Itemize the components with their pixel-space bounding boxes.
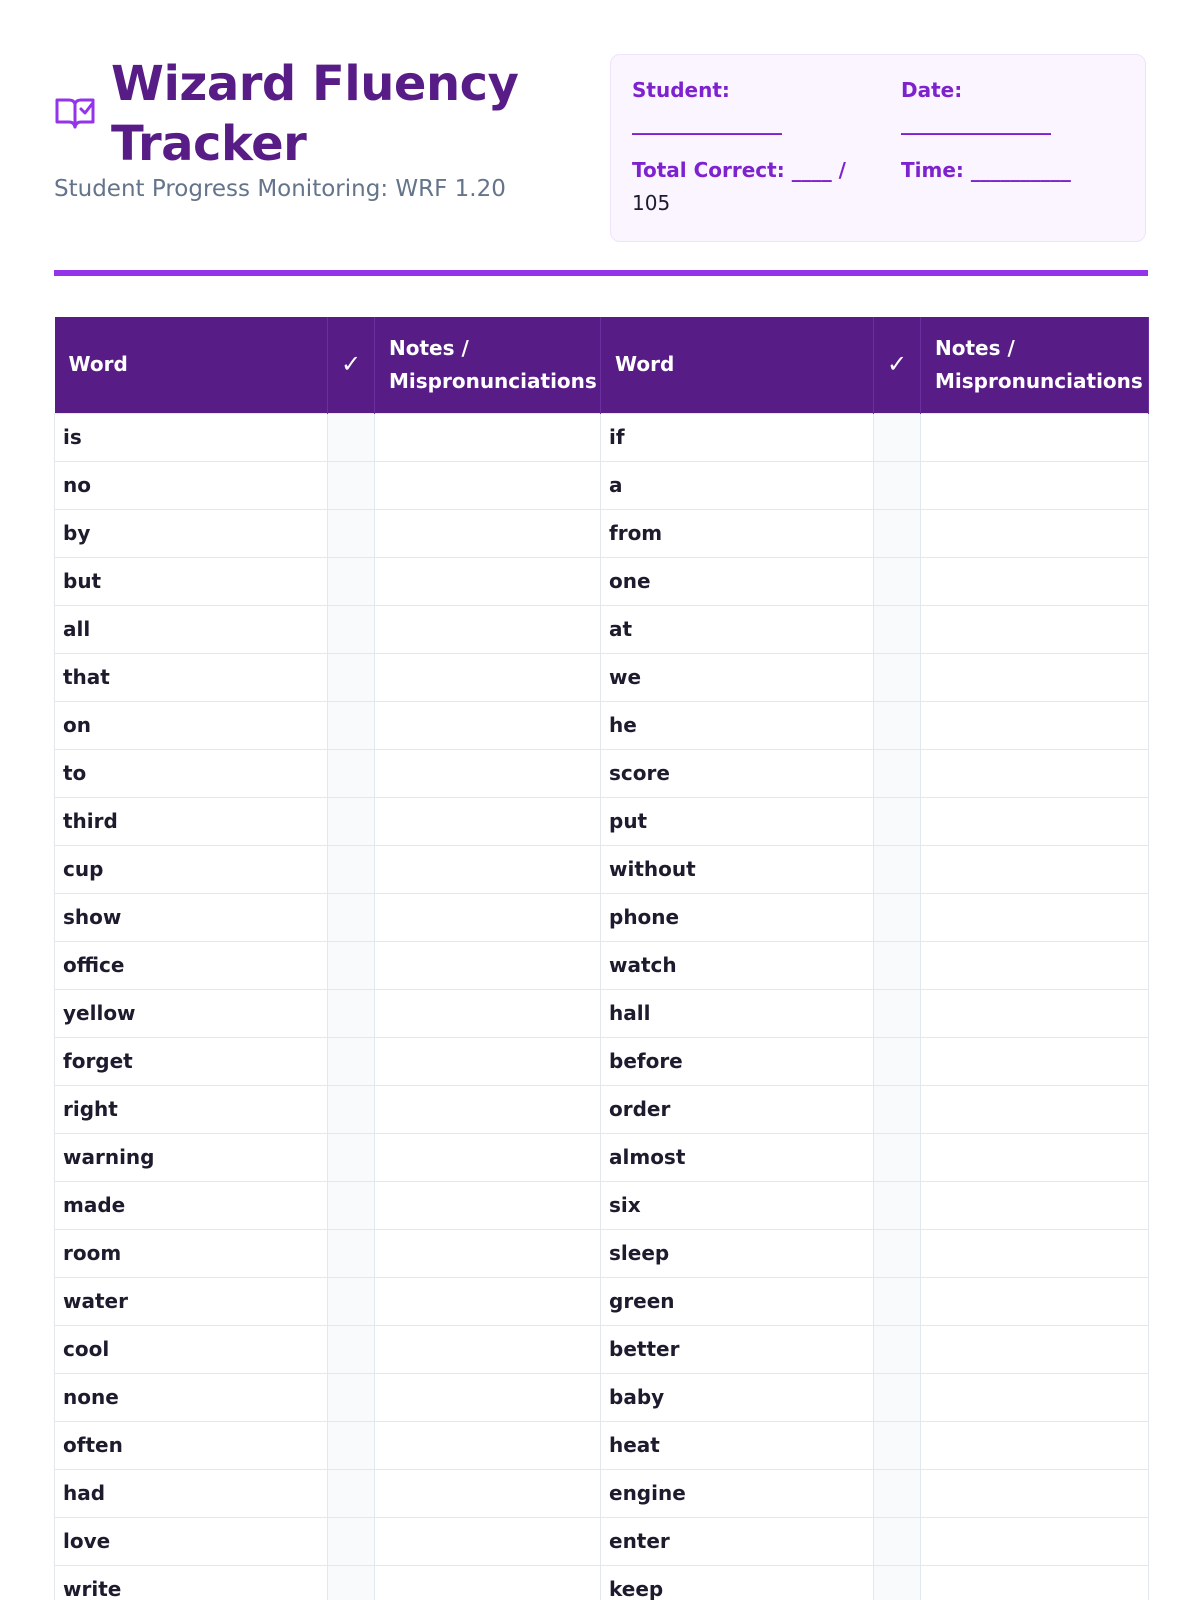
- word-cell: love: [55, 1517, 328, 1565]
- word-cell: on: [55, 701, 328, 749]
- word-cell: we: [601, 653, 874, 701]
- notes-cell[interactable]: [375, 557, 601, 605]
- table-row: [55, 893, 1149, 941]
- column-header-notes: Notes / Mispronunciations: [375, 317, 601, 413]
- check-cell[interactable]: [874, 557, 921, 605]
- check-cell[interactable]: [874, 797, 921, 845]
- word-cell: green: [601, 1277, 874, 1325]
- word-cell: six: [601, 1181, 874, 1229]
- check-cell[interactable]: [328, 461, 375, 509]
- word-cell: but: [55, 557, 328, 605]
- table-row: [55, 1325, 1149, 1373]
- word-cell: all: [55, 605, 328, 653]
- notes-cell[interactable]: [375, 1325, 601, 1373]
- notes-cell[interactable]: [375, 1181, 601, 1229]
- table-row: [55, 749, 1149, 797]
- word-table-container: [54, 317, 1148, 1600]
- check-cell[interactable]: [328, 1469, 375, 1517]
- table-row: [55, 797, 1149, 845]
- word-cell: engine: [601, 1469, 874, 1517]
- notes-cell[interactable]: [921, 1133, 1149, 1181]
- word-cell: put: [601, 797, 874, 845]
- word-cell: yellow: [55, 989, 328, 1037]
- word-cell: forget: [55, 1037, 328, 1085]
- check-cell[interactable]: [874, 1565, 921, 1600]
- page-title: Wizard Fluency Tracker: [111, 56, 519, 172]
- word-cell: a: [601, 461, 874, 509]
- column-header-notes: Notes / Mispronunciations: [921, 317, 1149, 413]
- word-cell: sleep: [601, 1229, 874, 1277]
- word-cell: from: [601, 509, 874, 557]
- notes-cell[interactable]: [921, 1469, 1149, 1517]
- notes-cell[interactable]: [921, 1277, 1149, 1325]
- check-cell[interactable]: [874, 1469, 921, 1517]
- check-cell[interactable]: [328, 1133, 375, 1181]
- word-cell: enter: [601, 1517, 874, 1565]
- notes-cell[interactable]: [921, 845, 1149, 893]
- student-label: Student:: [632, 78, 730, 102]
- check-cell[interactable]: [874, 1229, 921, 1277]
- notes-cell[interactable]: [375, 1421, 601, 1469]
- check-cell[interactable]: [328, 701, 375, 749]
- word-cell: before: [601, 1037, 874, 1085]
- notes-cell[interactable]: [375, 941, 601, 989]
- notes-cell[interactable]: [375, 701, 601, 749]
- notes-cell[interactable]: [375, 845, 601, 893]
- column-header-word: Word: [55, 317, 328, 413]
- word-cell: water: [55, 1277, 328, 1325]
- word-cell: cup: [55, 845, 328, 893]
- check-cell[interactable]: [874, 941, 921, 989]
- word-table: [54, 317, 1149, 1600]
- word-cell: that: [55, 653, 328, 701]
- table-row: [55, 1181, 1149, 1229]
- notes-cell[interactable]: [921, 1229, 1149, 1277]
- table-row: [55, 701, 1149, 749]
- date-blank: _______________: [901, 111, 1051, 135]
- notes-cell[interactable]: [921, 1325, 1149, 1373]
- word-cell: if: [601, 413, 874, 461]
- table-row: [55, 557, 1149, 605]
- student-info-card: [610, 54, 1146, 242]
- check-cell[interactable]: [874, 989, 921, 1037]
- word-cell: by: [55, 509, 328, 557]
- notes-cell[interactable]: [921, 1373, 1149, 1421]
- notes-cell[interactable]: [375, 989, 601, 1037]
- notes-cell[interactable]: [921, 461, 1149, 509]
- notes-cell[interactable]: [921, 1085, 1149, 1133]
- notes-cell[interactable]: [921, 941, 1149, 989]
- notes-cell[interactable]: [375, 1373, 601, 1421]
- check-cell[interactable]: [874, 653, 921, 701]
- total-correct-field[interactable]: [632, 154, 872, 220]
- check-cell[interactable]: [874, 1373, 921, 1421]
- check-cell[interactable]: [328, 557, 375, 605]
- check-cell[interactable]: [328, 1181, 375, 1229]
- check-cell[interactable]: [328, 941, 375, 989]
- notes-cell[interactable]: [375, 1565, 601, 1600]
- check-cell[interactable]: [328, 1229, 375, 1277]
- word-cell: watch: [601, 941, 874, 989]
- time-label: Time: __________: [901, 158, 1071, 182]
- student-field[interactable]: [632, 74, 862, 140]
- word-cell: made: [55, 1181, 328, 1229]
- check-cell[interactable]: [328, 989, 375, 1037]
- notes-cell[interactable]: [375, 1085, 601, 1133]
- check-cell[interactable]: [328, 845, 375, 893]
- notes-cell[interactable]: [921, 509, 1149, 557]
- word-cell: without: [601, 845, 874, 893]
- table-row: [55, 989, 1149, 1037]
- word-cell: to: [55, 749, 328, 797]
- notes-cell[interactable]: [921, 1037, 1149, 1085]
- word-cell: had: [55, 1469, 328, 1517]
- word-cell: show: [55, 893, 328, 941]
- table-row: [55, 1421, 1149, 1469]
- notes-cell[interactable]: [921, 557, 1149, 605]
- notes-cell[interactable]: [375, 797, 601, 845]
- check-cell[interactable]: [874, 1277, 921, 1325]
- check-cell[interactable]: [874, 413, 921, 461]
- table-row: [55, 605, 1149, 653]
- check-cell[interactable]: [874, 1037, 921, 1085]
- notes-cell[interactable]: [921, 413, 1149, 461]
- word-cell: almost: [601, 1133, 874, 1181]
- notes-cell[interactable]: [375, 893, 601, 941]
- notes-cell[interactable]: [375, 413, 601, 461]
- check-cell[interactable]: [874, 1517, 921, 1565]
- word-cell: keep: [601, 1565, 874, 1600]
- table-row: [55, 1373, 1149, 1421]
- word-cell: warning: [55, 1133, 328, 1181]
- column-header-check: ✓: [328, 317, 375, 413]
- word-cell: heat: [601, 1421, 874, 1469]
- check-cell[interactable]: [328, 1421, 375, 1469]
- table-row: [55, 1085, 1149, 1133]
- total-correct-label: Total Correct: ____ /: [632, 158, 846, 182]
- word-cell: one: [601, 557, 874, 605]
- check-cell[interactable]: [874, 1181, 921, 1229]
- notes-cell[interactable]: [375, 509, 601, 557]
- word-cell: better: [601, 1325, 874, 1373]
- notes-cell[interactable]: [375, 1277, 601, 1325]
- notes-cell[interactable]: [921, 749, 1149, 797]
- notes-cell[interactable]: [375, 1229, 601, 1277]
- table-body: [55, 413, 1149, 1600]
- check-cell[interactable]: [328, 1325, 375, 1373]
- check-cell[interactable]: [328, 653, 375, 701]
- table-row: [55, 1229, 1149, 1277]
- notes-cell[interactable]: [375, 461, 601, 509]
- notes-cell[interactable]: [375, 605, 601, 653]
- word-cell: office: [55, 941, 328, 989]
- word-cell: score: [601, 749, 874, 797]
- time-field[interactable]: [901, 154, 1131, 187]
- word-cell: cool: [55, 1325, 328, 1373]
- total-words-value: 105: [632, 191, 671, 215]
- notes-cell[interactable]: [921, 989, 1149, 1037]
- word-cell: third: [55, 797, 328, 845]
- word-cell: order: [601, 1085, 874, 1133]
- table-row: [55, 845, 1149, 893]
- check-cell[interactable]: [874, 893, 921, 941]
- word-cell: right: [55, 1085, 328, 1133]
- word-cell: write: [55, 1565, 328, 1600]
- word-cell: is: [55, 413, 328, 461]
- word-cell: phone: [601, 893, 874, 941]
- check-cell[interactable]: [874, 1421, 921, 1469]
- notes-cell[interactable]: [921, 701, 1149, 749]
- book-check-icon: [54, 92, 96, 134]
- table-row: [55, 941, 1149, 989]
- table-row: [55, 653, 1149, 701]
- check-cell[interactable]: [874, 845, 921, 893]
- notes-cell[interactable]: [921, 1565, 1149, 1600]
- check-cell[interactable]: [328, 1277, 375, 1325]
- check-cell[interactable]: [328, 749, 375, 797]
- check-cell[interactable]: [328, 509, 375, 557]
- check-cell[interactable]: [328, 605, 375, 653]
- table-row: [55, 413, 1149, 461]
- check-cell[interactable]: [328, 1517, 375, 1565]
- notes-cell[interactable]: [375, 1469, 601, 1517]
- date-label: Date:: [901, 78, 963, 102]
- check-cell[interactable]: [328, 1373, 375, 1421]
- check-cell[interactable]: [874, 1325, 921, 1373]
- check-cell[interactable]: [328, 1037, 375, 1085]
- table-row: [55, 1037, 1149, 1085]
- word-cell: baby: [601, 1373, 874, 1421]
- word-cell: at: [601, 605, 874, 653]
- check-cell[interactable]: [874, 461, 921, 509]
- column-header-word: Word: [601, 317, 874, 413]
- page-subtitle: Student Progress Monitoring: WRF 1.20: [54, 176, 506, 202]
- check-cell[interactable]: [874, 509, 921, 557]
- table-row: [55, 509, 1149, 557]
- notes-cell[interactable]: [375, 1037, 601, 1085]
- notes-cell[interactable]: [375, 749, 601, 797]
- word-cell: often: [55, 1421, 328, 1469]
- check-cell[interactable]: [328, 413, 375, 461]
- notes-cell[interactable]: [921, 1181, 1149, 1229]
- notes-cell[interactable]: [375, 1517, 601, 1565]
- notes-cell[interactable]: [921, 1517, 1149, 1565]
- date-field[interactable]: [901, 74, 1131, 140]
- check-cell[interactable]: [328, 893, 375, 941]
- check-cell[interactable]: [874, 701, 921, 749]
- word-cell: none: [55, 1373, 328, 1421]
- table-row: [55, 1133, 1149, 1181]
- check-cell[interactable]: [874, 605, 921, 653]
- notes-cell[interactable]: [921, 797, 1149, 845]
- notes-cell[interactable]: [921, 653, 1149, 701]
- check-cell[interactable]: [874, 1133, 921, 1181]
- table-header-row: [55, 317, 1149, 413]
- check-cell[interactable]: [328, 1085, 375, 1133]
- check-cell[interactable]: [874, 749, 921, 797]
- word-cell: hall: [601, 989, 874, 1037]
- check-cell[interactable]: [328, 797, 375, 845]
- notes-cell[interactable]: [375, 653, 601, 701]
- page-header: [54, 54, 1148, 244]
- table-row: [55, 1517, 1149, 1565]
- word-cell: no: [55, 461, 328, 509]
- notes-cell[interactable]: [921, 893, 1149, 941]
- table-row: [55, 1469, 1149, 1517]
- word-cell: room: [55, 1229, 328, 1277]
- notes-cell[interactable]: [921, 605, 1149, 653]
- check-cell[interactable]: [874, 1085, 921, 1133]
- notes-cell[interactable]: [375, 1133, 601, 1181]
- word-cell: he: [601, 701, 874, 749]
- table-row: [55, 1565, 1149, 1600]
- table-row: [55, 1277, 1149, 1325]
- table-row: [55, 461, 1149, 509]
- student-blank: _______________: [632, 111, 782, 135]
- check-cell[interactable]: [328, 1565, 375, 1600]
- notes-cell[interactable]: [921, 1421, 1149, 1469]
- column-header-check: ✓: [874, 317, 921, 413]
- header-divider: [54, 270, 1148, 276]
